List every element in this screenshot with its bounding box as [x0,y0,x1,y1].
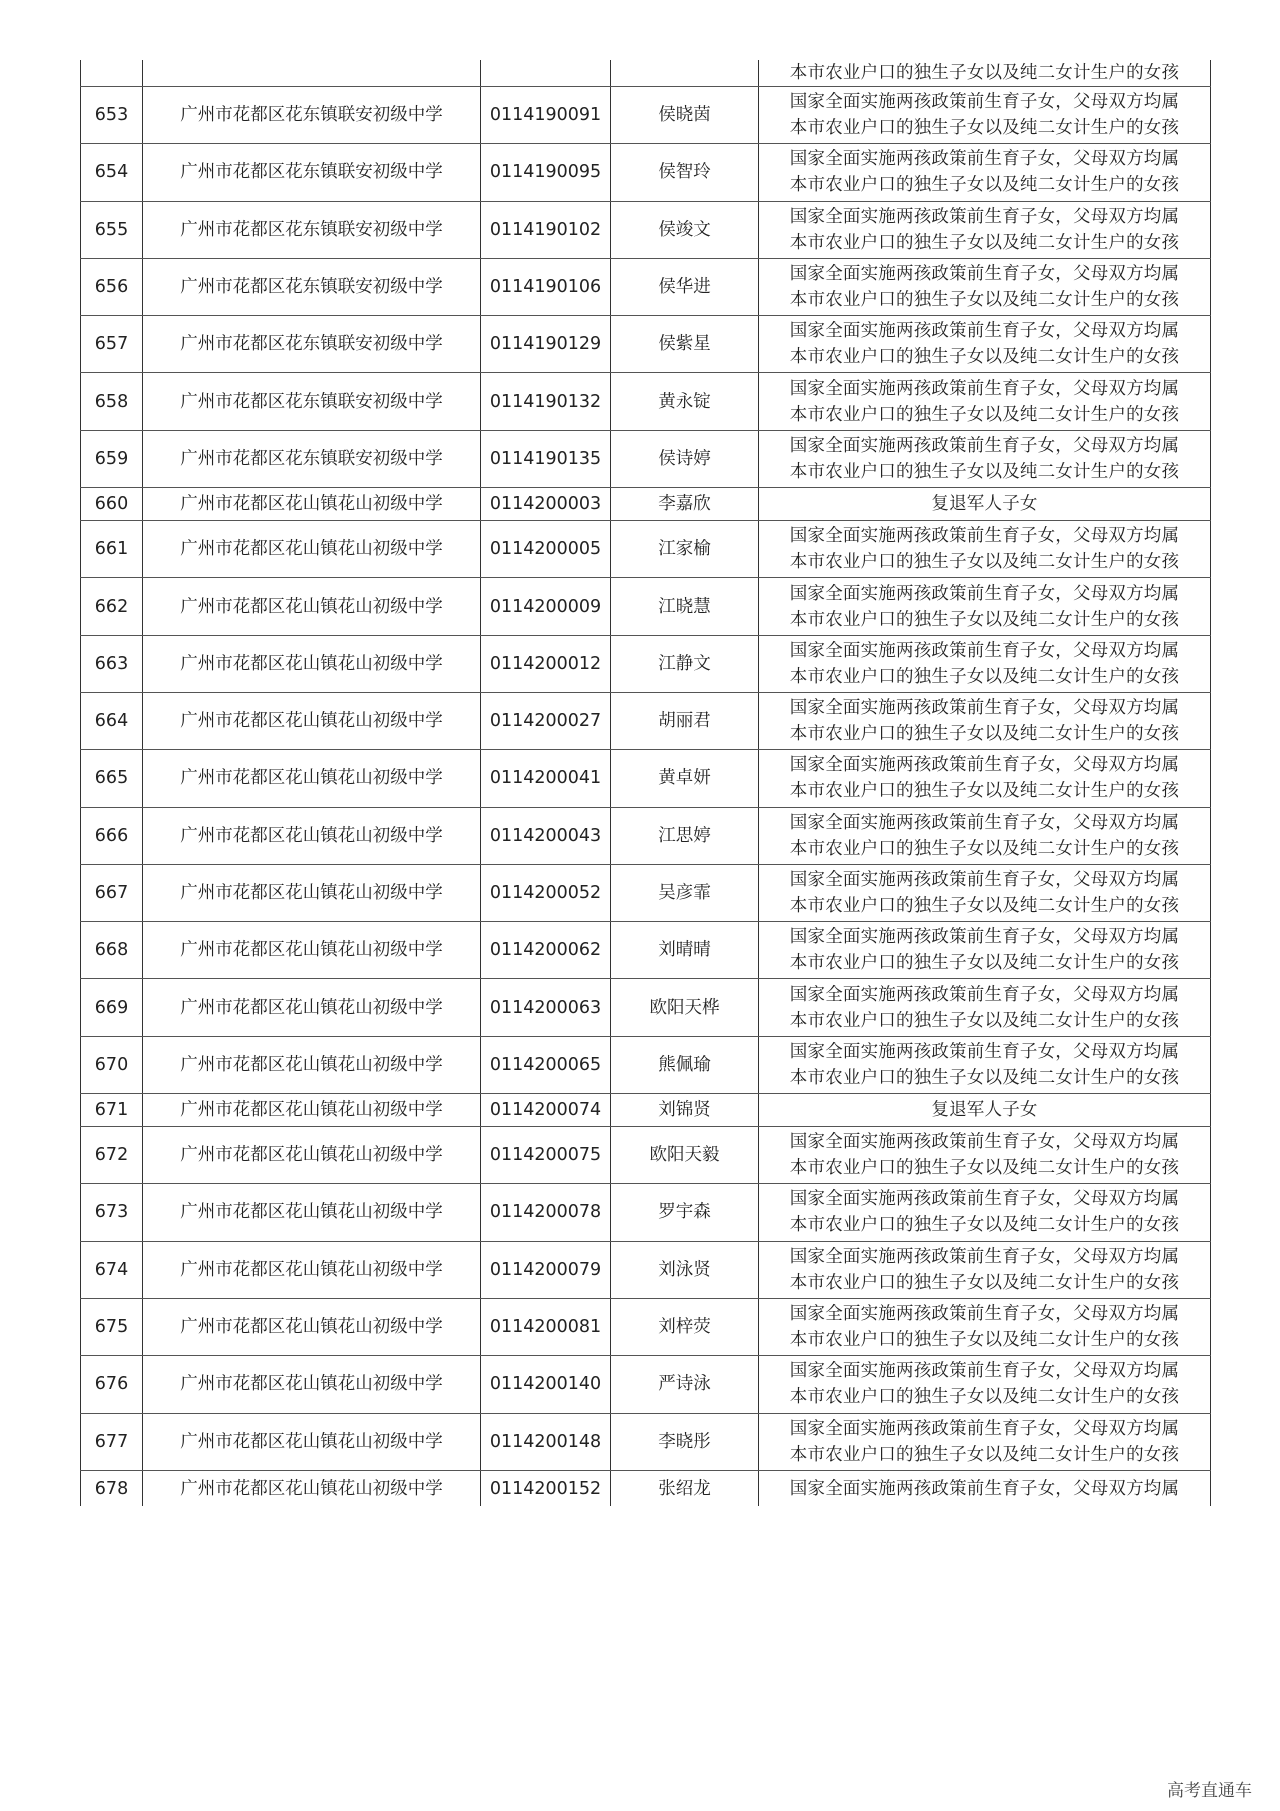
student-name-cell [611,60,759,87]
student-name-cell: 吴彦霏 [611,864,759,921]
student-id-cell: 0114200027 [481,692,611,749]
table-row [81,864,1211,921]
school-name-cell: 广州市花都区花东镇联安初级中学 [143,316,481,373]
student-id-cell: 0114200003 [481,488,611,521]
student-name-cell: 熊佩瑜 [611,1036,759,1093]
eligibility-reason-cell [759,922,1211,979]
reason-line: 本市农业户口的独生子女以及纯二女计生户的女孩 [789,1215,1180,1236]
row-number-cell: 653 [81,87,143,144]
eligibility-reason-cell [759,807,1211,864]
reason-line: 本市农业户口的独生子女以及纯二女计生户的女孩 [789,609,1180,630]
student-name-cell: 黄卓妍 [611,750,759,807]
school-name-cell: 广州市花都区花东镇联安初级中学 [143,373,481,430]
row-number-cell: 659 [81,430,143,487]
school-name-cell: 广州市花都区花东镇联安初级中学 [143,201,481,258]
table-row [81,979,1211,1036]
row-number-cell: 668 [81,922,143,979]
row-number-cell: 669 [81,979,143,1036]
table-row [81,1413,1211,1470]
reason-line: 国家全面实施两孩政策前生育子女，父母双方均属 [789,92,1180,113]
row-number-cell: 677 [81,1413,143,1470]
row-number-cell: 665 [81,750,143,807]
student-name-cell: 罗宇森 [611,1184,759,1241]
student-id-cell: 0114200041 [481,750,611,807]
reason-line: 国家全面实施两孩政策前生育子女，父母双方均属 [789,640,1180,661]
table-row [81,521,1211,578]
student-id-cell: 0114200081 [481,1298,611,1355]
school-name-cell: 广州市花都区花山镇花山初级中学 [143,1184,481,1241]
student-name-cell: 刘锦贤 [611,1094,759,1127]
eligibility-reason-cell [759,635,1211,692]
school-name-cell: 广州市花都区花山镇花山初级中学 [143,1298,481,1355]
table-row [81,1298,1211,1355]
student-name-cell: 侯智玲 [611,144,759,201]
school-name-cell: 广州市花都区花东镇联安初级中学 [143,258,481,315]
reason-line: 本市农业户口的独生子女以及纯二女计生户的女孩 [789,1444,1180,1465]
school-name-cell: 广州市花都区花山镇花山初级中学 [143,635,481,692]
student-id-cell: 0114200140 [481,1356,611,1413]
reason-line: 复退军人子女 [931,1100,1038,1121]
student-id-cell [481,60,611,87]
reason-line: 本市农业户口的独生子女以及纯二女计生户的女孩 [789,232,1180,253]
reason-line: 国家全面实施两孩政策前生育子女，父母双方均属 [789,1189,1180,1210]
table-row [81,1127,1211,1184]
school-name-cell: 广州市花都区花山镇花山初级中学 [143,1241,481,1298]
student-id-cell: 0114190106 [481,258,611,315]
student-name-cell: 刘泳贤 [611,1241,759,1298]
eligibility-reason-cell [759,1184,1211,1241]
school-name-cell: 广州市花都区花山镇花山初级中学 [143,750,481,807]
student-id-cell: 0114200005 [481,521,611,578]
school-name-cell: 广州市花都区花东镇联安初级中学 [143,87,481,144]
student-id-cell: 0114200043 [481,807,611,864]
school-name-cell: 广州市花都区花山镇花山初级中学 [143,692,481,749]
reason-line: 国家全面实施两孩政策前生育子女，父母双方均属 [789,1361,1180,1382]
reason-line: 本市农业户口的独生子女以及纯二女计生户的女孩 [789,1067,1180,1088]
eligibility-reason-cell [759,578,1211,635]
table-row [81,750,1211,807]
reason-line: 本市农业户口的独生子女以及纯二女计生户的女孩 [789,290,1180,311]
reason-line: 国家全面实施两孩政策前生育子女，父母双方均属 [789,526,1180,547]
eligibility-reason-cell [759,1094,1211,1127]
row-number-cell: 678 [81,1470,143,1506]
school-name-cell: 广州市花都区花山镇花山初级中学 [143,1036,481,1093]
student-name-cell: 侯竣文 [611,201,759,258]
reason-line: 国家全面实施两孩政策前生育子女，父母双方均属 [789,435,1180,456]
reason-line: 国家全面实施两孩政策前生育子女，父母双方均属 [789,583,1180,604]
reason-line: 国家全面实施两孩政策前生育子女，父母双方均属 [789,870,1180,890]
reason-line: 本市农业户口的独生子女以及纯二女计生户的女孩 [789,1272,1180,1293]
table-row [81,692,1211,749]
school-name-cell: 广州市花都区花山镇花山初级中学 [143,922,481,979]
eligibility-reason-cell [759,1036,1211,1093]
reason-line: 本市农业户口的独生子女以及纯二女计生户的女孩 [789,552,1180,573]
table-row [81,373,1211,430]
reason-line: 国家全面实施两孩政策前生育子女，父母双方均属 [789,755,1180,776]
eligibility-reason-cell [759,87,1211,144]
student-name-cell: 侯华进 [611,258,759,315]
reason-line: 本市农业户口的独生子女以及纯二女计生户的女孩 [789,461,1180,482]
student-id-cell: 0114200079 [481,1241,611,1298]
table-body [81,60,1211,1506]
school-name-cell: 广州市花都区花山镇花山初级中学 [143,578,481,635]
reason-line: 国家全面实施两孩政策前生育子女，父母双方均属 [789,149,1180,170]
row-number-cell: 662 [81,578,143,635]
watermark-text: 高考直通车 [1167,1781,1252,1801]
student-id-cell: 0114200063 [481,979,611,1036]
student-name-cell: 江静文 [611,635,759,692]
eligibility-reason-cell [759,1470,1211,1506]
student-id-cell: 0114190095 [481,144,611,201]
table-row [81,1184,1211,1241]
student-name-cell: 李晓彤 [611,1413,759,1470]
row-number-cell: 663 [81,635,143,692]
student-name-cell: 江晓慧 [611,578,759,635]
student-id-cell: 0114190102 [481,201,611,258]
reason-line: 本市农业户口的独生子女以及纯二女计生户的女孩 [789,781,1180,802]
eligibility-reason-cell [759,750,1211,807]
school-name-cell: 广州市花都区花山镇花山初级中学 [143,1470,481,1506]
eligibility-reason-cell [759,979,1211,1036]
eligibility-reason-cell [759,60,1211,87]
student-name-cell: 胡丽君 [611,692,759,749]
table-row [81,1094,1211,1127]
row-number-cell: 664 [81,692,143,749]
student-id-cell: 0114200009 [481,578,611,635]
student-name-cell: 李嘉欣 [611,488,759,521]
eligibility-reason-cell [759,692,1211,749]
table-row [81,201,1211,258]
student-name-cell: 欧阳天桦 [611,979,759,1036]
row-number-cell: 658 [81,373,143,430]
reason-line: 国家全面实施两孩政策前生育子女，父母双方均属 [789,1418,1180,1439]
table-row [81,430,1211,487]
reason-line: 国家全面实施两孩政策前生育子女，父母双方均属 [789,321,1180,342]
reason-line: 本市农业户口的独生子女以及纯二女计生户的女孩 [789,953,1180,974]
row-number-cell: 660 [81,488,143,521]
student-name-cell: 张绍龙 [611,1470,759,1506]
row-number-cell: 673 [81,1184,143,1241]
reason-line: 国家全面实施两孩政策前生育子女，父母双方均属 [789,206,1180,227]
student-name-cell: 欧阳天毅 [611,1127,759,1184]
eligibility-reason-cell [759,144,1211,201]
student-name-cell: 江思婷 [611,807,759,864]
school-name-cell: 广州市花都区花山镇花山初级中学 [143,807,481,864]
row-number-cell: 666 [81,807,143,864]
row-number-cell: 656 [81,258,143,315]
eligibility-reason-cell [759,201,1211,258]
reason-line: 本市农业户口的独生子女以及纯二女计生户的女孩 [789,347,1180,368]
table-row [81,144,1211,201]
student-name-cell: 江家榆 [611,521,759,578]
eligibility-reason-cell [759,521,1211,578]
reason-line: 国家全面实施两孩政策前生育子女，父母双方均属 [789,812,1180,833]
table-row [81,87,1211,144]
row-number-cell: 670 [81,1036,143,1093]
table-row [81,1356,1211,1413]
reason-line: 本市农业户口的独生子女以及纯二女计生户的女孩 [789,63,1180,83]
table-row [81,1241,1211,1298]
student-id-cell: 0114200075 [481,1127,611,1184]
reason-line: 国家全面实施两孩政策前生育子女，父母双方均属 [789,698,1180,719]
school-name-cell: 广州市花都区花东镇联安初级中学 [143,430,481,487]
school-name-cell: 广州市花都区花山镇花山初级中学 [143,521,481,578]
school-name-cell: 广州市花都区花山镇花山初级中学 [143,864,481,921]
reason-line: 本市农业户口的独生子女以及纯二女计生户的女孩 [789,724,1180,745]
table-row [81,258,1211,315]
student-id-cell: 0114200152 [481,1470,611,1506]
reason-line: 本市农业户口的独生子女以及纯二女计生户的女孩 [789,118,1180,139]
row-number-cell: 654 [81,144,143,201]
reason-line: 本市农业户口的独生子女以及纯二女计生户的女孩 [789,1330,1180,1351]
student-name-cell: 黄永锭 [611,373,759,430]
reason-line: 国家全面实施两孩政策前生育子女，父母双方均属 [789,1304,1180,1325]
eligibility-reason-cell [759,1241,1211,1298]
reason-line: 本市农业户口的独生子女以及纯二女计生户的女孩 [789,1010,1180,1031]
student-id-cell: 0114200052 [481,864,611,921]
reason-line: 本市农业户口的独生子女以及纯二女计生户的女孩 [789,838,1180,859]
results-table [80,60,1211,1506]
reason-line: 国家全面实施两孩政策前生育子女，父母双方均属 [789,1478,1180,1499]
row-number-cell: 676 [81,1356,143,1413]
reason-line: 国家全面实施两孩政策前生育子女，父母双方均属 [789,378,1180,399]
school-name-cell: 广州市花都区花东镇联安初级中学 [143,144,481,201]
reason-line: 复退军人子女 [931,494,1038,515]
row-number-cell: 657 [81,316,143,373]
reason-line: 国家全面实施两孩政策前生育子女，父母双方均属 [789,927,1180,948]
table-row [81,488,1211,521]
table-row [81,635,1211,692]
eligibility-reason-cell [759,1413,1211,1470]
reason-line: 国家全面实施两孩政策前生育子女，父母双方均属 [789,1132,1180,1153]
student-name-cell: 严诗泳 [611,1356,759,1413]
student-name-cell: 侯诗婷 [611,430,759,487]
eligibility-reason-cell [759,316,1211,373]
eligibility-reason-cell [759,258,1211,315]
row-number-cell: 661 [81,521,143,578]
student-id-cell: 0114200078 [481,1184,611,1241]
table-row [81,807,1211,864]
student-id-cell: 0114200065 [481,1036,611,1093]
row-number-cell: 674 [81,1241,143,1298]
student-id-cell: 0114190135 [481,430,611,487]
student-id-cell: 0114200062 [481,922,611,979]
school-name-cell: 广州市花都区花山镇花山初级中学 [143,979,481,1036]
row-number-cell: 672 [81,1127,143,1184]
school-name-cell: 广州市花都区花山镇花山初级中学 [143,1094,481,1127]
reason-line: 本市农业户口的独生子女以及纯二女计生户的女孩 [789,896,1180,916]
eligibility-reason-cell [759,430,1211,487]
reason-line: 本市农业户口的独生子女以及纯二女计生户的女孩 [789,666,1180,687]
reason-line: 本市农业户口的独生子女以及纯二女计生户的女孩 [789,1387,1180,1408]
table-row [81,316,1211,373]
table-row [81,1470,1211,1506]
reason-line: 国家全面实施两孩政策前生育子女，父母双方均属 [789,1041,1180,1062]
student-name-cell: 侯晓茵 [611,87,759,144]
reason-line: 国家全面实施两孩政策前生育子女，父母双方均属 [789,1246,1180,1267]
student-id-cell: 0114190091 [481,87,611,144]
school-name-cell: 广州市花都区花山镇花山初级中学 [143,1127,481,1184]
eligibility-reason-cell [759,1127,1211,1184]
student-name-cell: 侯紫星 [611,316,759,373]
school-name-cell: 广州市花都区花山镇花山初级中学 [143,1413,481,1470]
row-number-cell [81,60,143,87]
reason-line: 本市农业户口的独生子女以及纯二女计生户的女孩 [789,1158,1180,1179]
reason-line: 国家全面实施两孩政策前生育子女，父母双方均属 [789,264,1180,285]
eligibility-reason-cell [759,864,1211,921]
table-row [81,1036,1211,1093]
row-number-cell: 675 [81,1298,143,1355]
eligibility-reason-cell [759,1356,1211,1413]
eligibility-reason-cell [759,373,1211,430]
school-name-cell: 广州市花都区花山镇花山初级中学 [143,1356,481,1413]
row-number-cell: 671 [81,1094,143,1127]
school-name-cell: 广州市花都区花山镇花山初级中学 [143,488,481,521]
reason-line: 国家全面实施两孩政策前生育子女，父母双方均属 [789,984,1180,1005]
school-name-cell [143,60,481,87]
student-id-cell: 0114200074 [481,1094,611,1127]
student-name-cell: 刘晴晴 [611,922,759,979]
student-name-cell: 刘梓荧 [611,1298,759,1355]
reason-line: 本市农业户口的独生子女以及纯二女计生户的女孩 [789,175,1180,196]
reason-line: 本市农业户口的独生子女以及纯二女计生户的女孩 [789,404,1180,425]
table-row [81,922,1211,979]
student-id-cell: 0114200012 [481,635,611,692]
eligibility-reason-cell [759,488,1211,521]
row-number-cell: 667 [81,864,143,921]
table-row [81,60,1211,87]
table-row [81,578,1211,635]
student-id-cell: 0114190129 [481,316,611,373]
eligibility-reason-cell [759,1298,1211,1355]
student-id-cell: 0114190132 [481,373,611,430]
row-number-cell: 655 [81,201,143,258]
student-id-cell: 0114200148 [481,1413,611,1470]
